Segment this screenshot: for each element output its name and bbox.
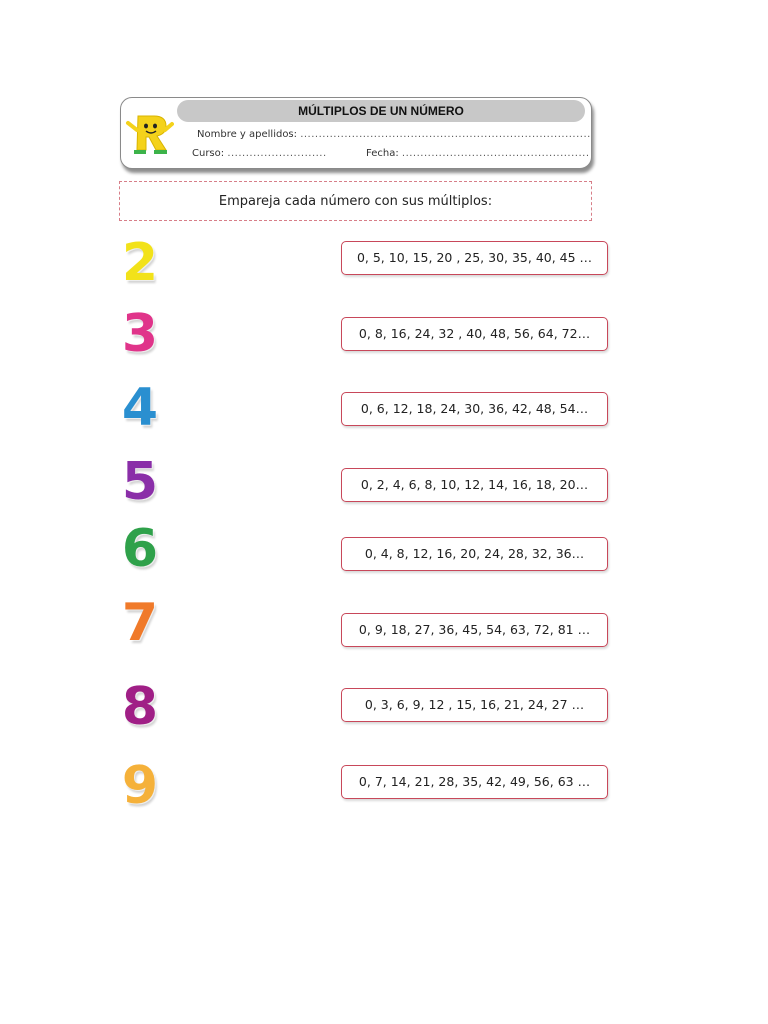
course-dots: ........................... <box>227 148 327 159</box>
multiples-box[interactable]: 0, 7, 14, 21, 28, 35, 42, 49, 56, 63 … <box>341 765 608 799</box>
multiples-box[interactable]: 0, 3, 6, 9, 12 , 15, 16, 21, 24, 27 … <box>341 688 608 722</box>
course-label: Curso: <box>192 148 225 159</box>
instruction-text: Empareja cada número con sus múltiplos: <box>218 194 493 209</box>
multiples-box[interactable]: 0, 6, 12, 18, 24, 30, 36, 42, 48, 54… <box>341 392 608 426</box>
multiples-box[interactable]: 0, 4, 8, 12, 16, 20, 24, 28, 32, 36… <box>341 537 608 571</box>
name-field[interactable] <box>197 129 591 140</box>
date-field[interactable] <box>366 148 590 159</box>
name-label: Nombre y apellidos: <box>197 129 298 140</box>
number-3[interactable]: 3 <box>121 304 159 364</box>
number-4[interactable]: 4 <box>121 378 159 438</box>
worksheet-header <box>120 97 592 169</box>
yellow-letter-mascot-icon <box>124 110 174 156</box>
number-9[interactable]: 9 <box>121 756 159 816</box>
multiples-box[interactable]: 0, 8, 16, 24, 32 , 40, 48, 56, 64, 72… <box>341 317 608 351</box>
name-dots: ............................................................................... <box>300 129 591 140</box>
number-8[interactable]: 8 <box>121 677 159 737</box>
date-label: Fecha: <box>366 148 399 159</box>
instruction-box <box>119 181 592 221</box>
number-5[interactable]: 5 <box>121 452 159 512</box>
course-field[interactable] <box>192 148 327 159</box>
number-7[interactable]: 7 <box>121 593 159 653</box>
page-title: MÚLTIPLOS DE UN NÚMERO <box>177 100 585 122</box>
multiples-box[interactable]: 0, 5, 10, 15, 20 , 25, 30, 35, 40, 45 … <box>341 241 608 275</box>
date-dots: ................................................... <box>401 148 590 159</box>
number-2[interactable]: 2 <box>121 233 159 293</box>
number-6[interactable]: 6 <box>121 519 159 579</box>
multiples-box[interactable]: 0, 9, 18, 27, 36, 45, 54, 63, 72, 81 … <box>341 613 608 647</box>
multiples-box[interactable]: 0, 2, 4, 6, 8, 10, 12, 14, 16, 18, 20… <box>341 468 608 502</box>
